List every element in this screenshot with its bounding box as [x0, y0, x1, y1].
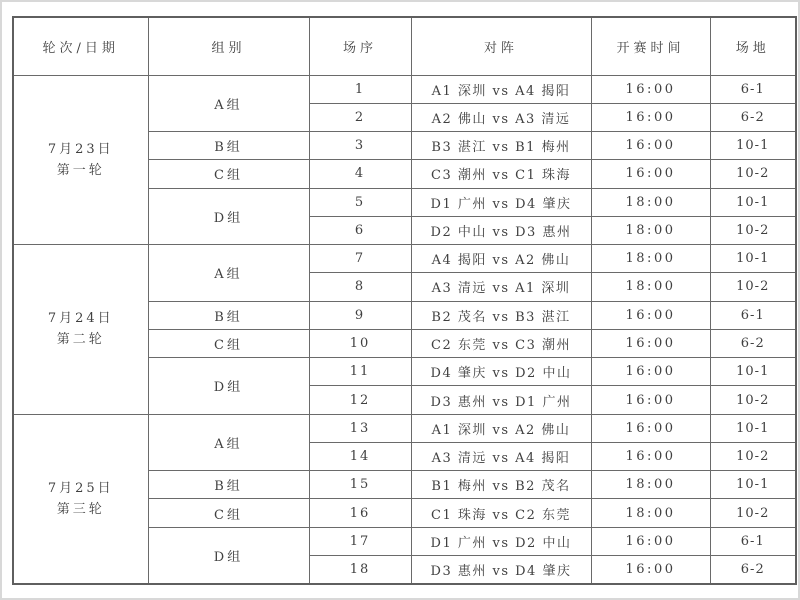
header-matchup: 对阵	[411, 17, 591, 75]
matchup-cell: B2 茂名 vs B3 湛江	[411, 301, 591, 329]
time-cell: 18:00	[591, 273, 710, 301]
venue-cell: 10-2	[710, 160, 796, 188]
round-date: 7月25日	[47, 480, 114, 496]
time-cell: 16:00	[591, 358, 710, 386]
group-cell: A组	[148, 245, 309, 302]
matchup-cell: D3 惠州 vs D1 广州	[411, 386, 591, 414]
venue-cell: 6-1	[710, 527, 796, 555]
round-name: 第三轮	[56, 501, 105, 517]
group-cell: A组	[148, 414, 309, 471]
matchup-cell: B1 梅州 vs B2 茂名	[411, 471, 591, 499]
match-no-cell: 10	[309, 329, 411, 357]
header-group: 组别	[148, 17, 309, 75]
venue-cell: 10-2	[710, 499, 796, 527]
matchup-cell: D1 广州 vs D4 肇庆	[411, 188, 591, 216]
header-row	[13, 17, 796, 75]
match-no-cell: 14	[309, 442, 411, 470]
matchup-cell: D2 中山 vs D3 惠州	[411, 216, 591, 244]
venue-cell: 10-1	[710, 132, 796, 160]
time-cell: 16:00	[591, 414, 710, 442]
venue-cell: 10-1	[710, 245, 796, 273]
match-no-cell: 17	[309, 527, 411, 555]
time-cell: 16:00	[591, 132, 710, 160]
time-cell: 16:00	[591, 556, 710, 584]
time-cell: 16:00	[591, 329, 710, 357]
header-round-date: 轮次/日期	[13, 17, 148, 75]
match-row	[13, 414, 796, 442]
time-cell: 16:00	[591, 442, 710, 470]
matchup-cell: A3 清远 vs A1 深圳	[411, 273, 591, 301]
match-no-cell: 7	[309, 245, 411, 273]
venue-cell: 10-1	[710, 358, 796, 386]
group-cell: C组	[148, 329, 309, 357]
round-name: 第一轮	[56, 162, 105, 178]
venue-cell: 6-1	[710, 75, 796, 103]
venue-cell: 6-2	[710, 556, 796, 584]
venue-cell: 6-2	[710, 329, 796, 357]
matchup-cell: C3 潮州 vs C1 珠海	[411, 160, 591, 188]
matchup-cell: C1 珠海 vs C2 东莞	[411, 499, 591, 527]
time-cell: 18:00	[591, 499, 710, 527]
match-no-cell: 11	[309, 358, 411, 386]
matchup-cell: D1 广州 vs D2 中山	[411, 527, 591, 555]
group-cell: D组	[148, 527, 309, 584]
round-name: 第二轮	[56, 332, 105, 348]
header-start-time: 开赛时间	[591, 17, 710, 75]
group-cell: B组	[148, 301, 309, 329]
match-no-cell: 13	[309, 414, 411, 442]
venue-cell: 10-2	[710, 386, 796, 414]
header-match-no: 场序	[309, 17, 411, 75]
matchup-cell: A2 佛山 vs A3 清远	[411, 103, 591, 131]
group-cell: B组	[148, 132, 309, 160]
match-no-cell: 15	[309, 471, 411, 499]
match-no-cell: 18	[309, 556, 411, 584]
time-cell: 16:00	[591, 301, 710, 329]
time-cell: 18:00	[591, 216, 710, 244]
venue-cell: 10-2	[710, 273, 796, 301]
time-cell: 16:00	[591, 386, 710, 414]
round-date: 7月24日	[47, 311, 114, 327]
matchup-cell: A4 揭阳 vs A2 佛山	[411, 245, 591, 273]
group-cell: D组	[148, 188, 309, 245]
time-cell: 18:00	[591, 245, 710, 273]
group-cell: A组	[148, 75, 309, 132]
match-no-cell: 12	[309, 386, 411, 414]
group-cell: C组	[148, 160, 309, 188]
venue-cell: 6-2	[710, 103, 796, 131]
round-date: 7月23日	[47, 141, 114, 157]
matchup-cell: A1 深圳 vs A4 揭阳	[411, 75, 591, 103]
venue-cell: 10-1	[710, 188, 796, 216]
round-date-cell	[13, 245, 148, 415]
round-date-cell	[13, 75, 148, 245]
match-no-cell: 3	[309, 132, 411, 160]
match-no-cell: 5	[309, 188, 411, 216]
time-cell: 16:00	[591, 160, 710, 188]
match-row	[13, 75, 796, 103]
matchup-cell: D3 惠州 vs D4 肇庆	[411, 556, 591, 584]
match-no-cell: 16	[309, 499, 411, 527]
venue-cell: 10-2	[710, 442, 796, 470]
match-no-cell: 6	[309, 216, 411, 244]
match-no-cell: 4	[309, 160, 411, 188]
schedule-table	[12, 16, 797, 585]
match-no-cell: 2	[309, 103, 411, 131]
schedule-body	[13, 75, 796, 584]
venue-cell: 10-2	[710, 216, 796, 244]
time-cell: 18:00	[591, 471, 710, 499]
venue-cell: 6-1	[710, 301, 796, 329]
time-cell: 16:00	[591, 527, 710, 555]
match-row	[13, 245, 796, 273]
venue-cell: 10-1	[710, 471, 796, 499]
match-no-cell: 8	[309, 273, 411, 301]
group-cell: D组	[148, 358, 309, 415]
matchup-cell: A3 清远 vs A4 揭阳	[411, 442, 591, 470]
match-no-cell: 9	[309, 301, 411, 329]
group-cell: B组	[148, 471, 309, 499]
matchup-cell: D4 肇庆 vs D2 中山	[411, 358, 591, 386]
matchup-cell: B3 湛江 vs B1 梅州	[411, 132, 591, 160]
round-date-cell	[13, 414, 148, 584]
match-no-cell: 1	[309, 75, 411, 103]
venue-cell: 10-1	[710, 414, 796, 442]
time-cell: 16:00	[591, 103, 710, 131]
time-cell: 16:00	[591, 75, 710, 103]
matchup-cell: A1 深圳 vs A2 佛山	[411, 414, 591, 442]
group-cell: C组	[148, 499, 309, 527]
matchup-cell: C2 东莞 vs C3 潮州	[411, 329, 591, 357]
header-venue: 场地	[710, 17, 796, 75]
time-cell: 18:00	[591, 188, 710, 216]
